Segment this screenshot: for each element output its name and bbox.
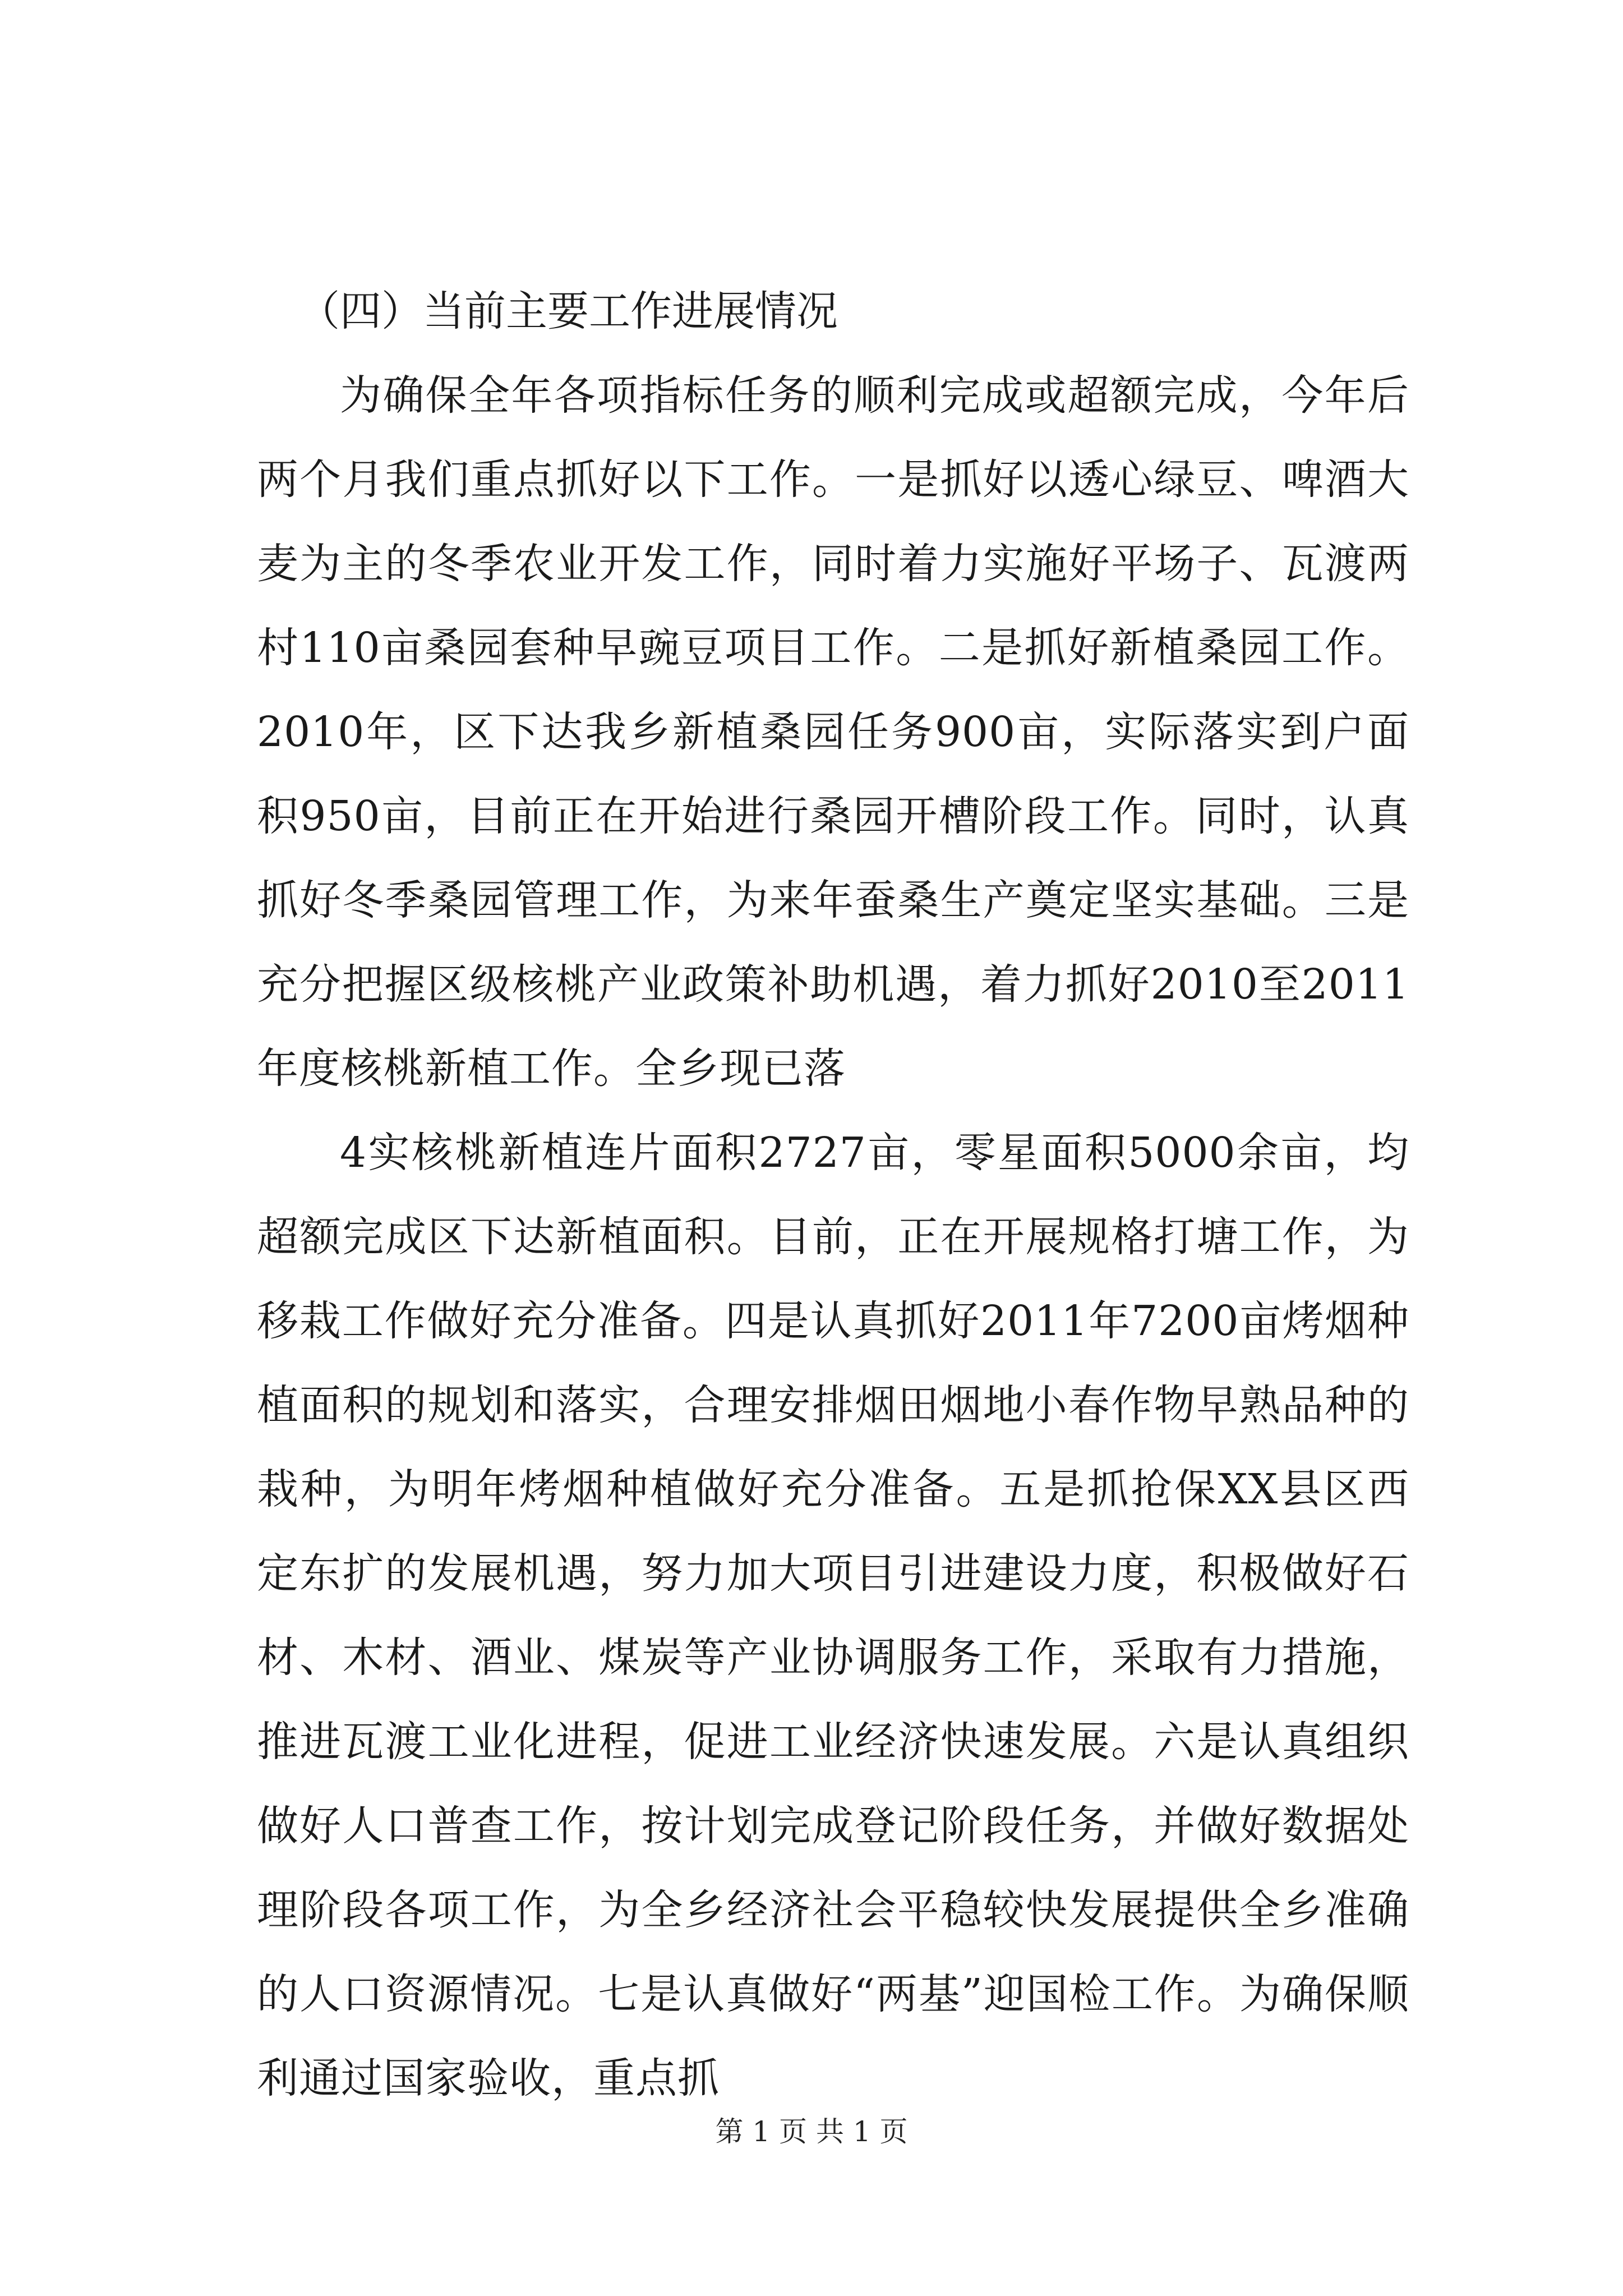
- paragraph-2: 4实核桃新植连片面积2727亩，零星面积5000余亩，均超额完成区下达新植面积。目前，正在开展规格打塘工作，为移栽工作做好充分准备。四是认真抓好2011年7200亩烤烟种植面积的规划和落实，合理安排烟田烟地小春作物早熟品种的栽种，为明年烤烟种植做好充分准备。五是抓抢保XX县区西定东扩的发展机遇，努力加大项目引进建设力度，积极做好石材、木材、酒业、煤炭等产业协调服务工作，采取有力措施，推进瓦渡工业化进程，促进工业经济快速发展。六是认真组织做好人口普查工作，按计划完成登记阶段任务，并做好数据处理阶段各项工作，为全乡经济社会平稳较快发展提供全乡准确的人口资源情况。七是认真做好“两基”迎国检工作。为确保顺利通过国家验收，重点抓: [257, 1129, 1409, 2102]
- paragraph-1: 为确保全年各项指标任务的顺利完成或超额完成，今年后两个月我们重点抓好以下工作。一是抓好以透心绿豆、啤酒大麦为主的冬季农业开发工作，同时着力实施好平场子、瓦渡两村110亩桑园套种早豌豆项目工作。二是抓好新植桑园工作。2010年，区下达我乡新植桑园任务900亩，实际落实到户面积950亩，目前正在开始进行桑园开槽阶段工作。同时，认真抓好冬季桑园管理工作，为来年蚕桑生产奠定坚实基础。三是充分把握区级核桃产业政策补助机遇，着力抓好2010至2011年度核桃新植工作。全乡现已落: [257, 371, 1409, 1093]
- document-body: [257, 269, 1409, 2120]
- page-footer: 第 1 页 共 1 页: [715, 2115, 908, 2148]
- section-heading: （四）当前主要工作进展情况: [298, 287, 838, 335]
